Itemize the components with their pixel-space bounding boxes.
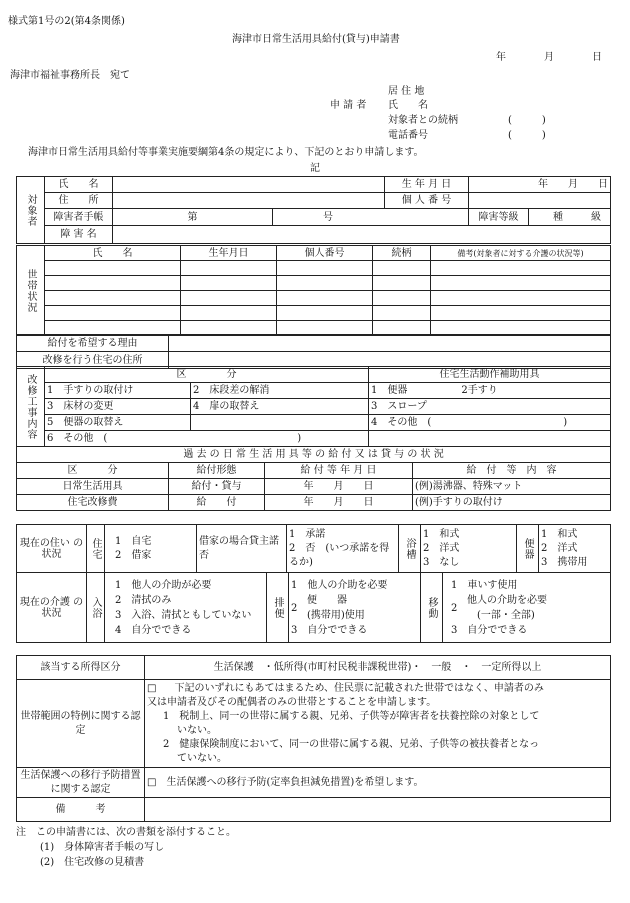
living-rent-opts[interactable] xyxy=(287,525,399,573)
special-2a: 2 健康保険制度において、同一の世帯に属する親、兄弟、子供等の被扶養者となっ xyxy=(163,738,540,750)
special-checkbox[interactable]: □ xyxy=(147,682,157,694)
income-label: 該当する所得区分 xyxy=(17,656,145,680)
household-table xyxy=(16,245,611,336)
option-toilet-western: 2 洋式 xyxy=(541,542,578,554)
target-address-label: 住 所 xyxy=(45,193,113,209)
form-number: 様式第1号の2(第4条関係) xyxy=(8,16,125,27)
notebook-label: 障害者手帳 xyxy=(45,209,113,226)
special-text1: 下記のいずれにもあてはまるため、住民票に記載された世帯ではなく、申請者のみ xyxy=(174,682,544,694)
renovation-item-other[interactable] xyxy=(45,431,369,447)
remarks-field[interactable] xyxy=(145,798,611,822)
target-table xyxy=(16,176,611,244)
renovation-item-floor[interactable]: 3 床材の変更 xyxy=(45,399,191,415)
household-col-note: 備考(対象者に対する介護の状況等) xyxy=(431,246,611,261)
disability-field[interactable] xyxy=(113,226,611,244)
address-label: 居 住 地 xyxy=(388,86,425,97)
past-cell: 日常生活用具 xyxy=(17,479,169,495)
option-excretion-portable: (携帯用)使用 xyxy=(307,609,365,621)
special-1b: いない。 xyxy=(177,724,217,736)
option-moving-wheelchair: 1 車いす使用 xyxy=(451,579,518,591)
notebook-go[interactable]: 号 xyxy=(273,209,469,226)
living-label: 現在の住い の状況 xyxy=(17,525,87,573)
income-table xyxy=(16,655,611,822)
phone-label: 電話番号 xyxy=(388,130,428,141)
past-cell: 年 月 日 xyxy=(265,495,413,511)
option-own: 1 自宅 xyxy=(115,535,152,547)
care-moving-label: 移動 xyxy=(421,573,443,643)
relation-label: 対象者との続柄 xyxy=(388,115,458,126)
past-col-kubun: 区 分 xyxy=(17,463,169,479)
option-bath-japanese: 1 和式 xyxy=(423,528,460,540)
renovation-col-aids: 住宅生活動作補助用具 xyxy=(369,367,611,383)
target-name-label: 氏 名 xyxy=(45,177,113,193)
living-bath-label: 浴槽 xyxy=(399,525,421,573)
household-row[interactable] xyxy=(17,291,611,306)
living-rent-label: 借家の場合貸主諾否 xyxy=(197,525,287,573)
option-bath-none: 3 なし xyxy=(423,556,460,568)
reason-table xyxy=(16,334,611,369)
target-birth-field[interactable]: 年 月 日 xyxy=(469,177,611,193)
living-toilet-label: 便器 xyxy=(517,525,539,573)
option-excretion-self: 3 自分でできる xyxy=(291,624,368,636)
wish-reason-field[interactable] xyxy=(169,335,611,352)
option-bath-western: 2 洋式 xyxy=(423,542,460,554)
option-toilet-japanese: 1 和式 xyxy=(541,528,578,540)
intro-text: 海津市日常生活用具給付等事業実施要綱第4条の規定により、下記のとおり申請します。 xyxy=(28,147,424,158)
care-moving-opts[interactable] xyxy=(443,573,611,643)
aid-item-other-label: 4 その他 ( xyxy=(371,417,432,428)
living-house-label: 住宅 xyxy=(87,525,105,573)
aid-item-other[interactable] xyxy=(369,415,611,431)
care-table xyxy=(16,572,611,643)
date-year: 年 xyxy=(496,52,506,63)
option-excretion-toilet: 便 器 xyxy=(307,594,347,606)
renovation-item-handrail[interactable]: 1 手すりの取付け xyxy=(45,383,191,399)
target-id-field[interactable] xyxy=(469,193,611,209)
past-table xyxy=(16,446,611,511)
notes-head: 注 この申請書には、次の書類を添付すること。 xyxy=(16,827,236,838)
remarks-label: 備 考 xyxy=(17,798,145,822)
house-address-label: 改修を行う住宅の住所 xyxy=(17,352,169,369)
household-row[interactable] xyxy=(17,261,611,276)
care-excretion-label: 排便 xyxy=(267,573,289,643)
ki-label: 記 xyxy=(310,163,320,174)
past-cell: 年 月 日 xyxy=(265,479,413,495)
living-table xyxy=(16,524,611,573)
disability-label: 障 害 名 xyxy=(45,226,113,244)
option-rent: 2 借家 xyxy=(115,549,152,561)
phone-paren: ( ) xyxy=(508,130,546,141)
applicant-label: 申 請 者 xyxy=(330,100,367,111)
renovation-item-step[interactable]: 2 床段差の解消 xyxy=(191,383,369,399)
aid-item-other-close: ) xyxy=(563,417,568,428)
special-content[interactable] xyxy=(145,680,611,768)
grade-label: 障害等級 xyxy=(469,209,529,226)
household-col-birth: 生年月日 xyxy=(181,246,277,261)
aid-item-slope[interactable]: 3 スロープ xyxy=(369,399,611,415)
household-row[interactable] xyxy=(17,276,611,291)
option-bath-help: 1 他人の介助が必要 xyxy=(115,579,212,591)
option-toilet-portable: 3 携帯用 xyxy=(541,556,588,568)
special-text2: 又は申請者及びその配偶者のみの世帯とすることを申請します。 xyxy=(147,696,437,708)
care-label: 現在の介護 の状況 xyxy=(17,573,87,643)
past-cell: (例)手すりの取付け xyxy=(413,495,611,511)
renovation-col-kubun: 区 分 xyxy=(45,367,369,383)
aid-item-toilet[interactable] xyxy=(369,383,611,399)
target-address-field[interactable] xyxy=(113,193,385,209)
special-label: 世帯範囲の特例に関する認定 xyxy=(17,680,145,768)
option-bath-wipe: 2 清拭のみ xyxy=(115,594,172,606)
name-label: 氏 名 xyxy=(388,100,428,111)
household-col-id: 個人番号 xyxy=(277,246,373,261)
option-no-consent: 2 否 (いつ承諾を得るか) xyxy=(289,542,390,568)
grade-field[interactable] xyxy=(529,209,611,226)
past-cell: 給 付 xyxy=(169,495,265,511)
special-1a: 1 税制上、同一の世帯に属する親、兄弟、子供等が障害者を扶養控除の対象として xyxy=(163,710,540,722)
wish-reason-label: 給付を希望する理由 xyxy=(17,335,169,352)
grade-shu: 種 xyxy=(553,211,564,223)
option-moving-help: 他人の介助を必要 xyxy=(467,594,547,606)
addressee: 海津市福祉事務所長 宛て xyxy=(10,70,130,81)
relation-paren: ( ) xyxy=(508,115,546,126)
renovation-side-label: 改修工事内容 xyxy=(17,367,45,447)
care-excretion-opts[interactable] xyxy=(289,573,421,643)
household-side-label: 世帯状況 xyxy=(17,246,45,336)
care-bathing-opts[interactable] xyxy=(105,573,267,643)
option-moving-partial: (一部・全部) xyxy=(477,609,535,621)
notes-item-1: (1) 身体障害者手帳の写し xyxy=(40,842,165,853)
target-birth-label: 生 年 月 日 xyxy=(385,177,469,193)
aid-item-toilet-label: 1 便器 xyxy=(371,385,408,396)
renovation-item-toilet[interactable]: 5 便器の取替え xyxy=(45,415,191,431)
option-excretion-help: 1 他人の介助を必要 xyxy=(291,579,388,591)
renovation-item-other-label: 6 その他 ( xyxy=(47,433,108,444)
option-moving-num: 2 xyxy=(451,602,458,614)
past-cell: 給付・貸与 xyxy=(169,479,265,495)
living-bath-opts[interactable] xyxy=(421,525,517,573)
household-col-name: 氏 名 xyxy=(45,246,181,261)
renovation-table xyxy=(16,366,611,447)
past-col-content: 給 付 等 内 容 xyxy=(413,463,611,479)
form-title: 海津市日常生活用具給付(貸与)申請書 xyxy=(232,34,400,45)
household-row[interactable] xyxy=(17,306,611,321)
special-2b: ていない。 xyxy=(177,752,227,764)
household-col-relation: 続柄 xyxy=(373,246,431,261)
option-bath-self: 4 自分でできる xyxy=(115,624,192,636)
income-value[interactable]: 生活保護 ・低所得(市町村民税非課税世帯)・ 一般 ・ 一定所得以上 xyxy=(145,656,611,680)
prevent-label: 生活保護への移行予防措置に関する認定 xyxy=(17,768,145,798)
past-col-date: 給 付 等 年 月 日 xyxy=(265,463,413,479)
past-cell: (例)湯沸器、特殊マット xyxy=(413,479,611,495)
option-consent: 1 承諾 xyxy=(289,528,326,540)
aid-item-handrail: 2手すり xyxy=(461,385,498,396)
target-side-label: 対象者 xyxy=(17,177,45,244)
option-moving-self: 3 自分でできる xyxy=(451,624,528,636)
care-bathing-label: 入浴 xyxy=(87,573,105,643)
option-excretion-num: 2 xyxy=(291,602,298,614)
prevent-content[interactable]: □ 生活保護への移行予防(定率負担減免措置)を希望します。 xyxy=(145,768,611,798)
date-month: 月 xyxy=(544,52,554,63)
table-row[interactable] xyxy=(17,479,611,495)
renovation-item-door[interactable]: 4 扉の取替え xyxy=(191,399,369,415)
grade-kyu: 級 xyxy=(591,211,602,223)
living-house-opts[interactable] xyxy=(105,525,197,573)
option-bath-neither: 3 入浴、清拭ともしていない xyxy=(115,609,252,621)
past-cell: 住宅改修費 xyxy=(17,495,169,511)
past-col-form: 給付形態 xyxy=(169,463,265,479)
notebook-dai[interactable]: 第 xyxy=(113,209,273,226)
target-name-field[interactable] xyxy=(113,177,385,193)
living-toilet-opts[interactable] xyxy=(539,525,611,573)
target-id-label: 個 人 番 号 xyxy=(385,193,469,209)
renovation-item-other-close: ) xyxy=(297,433,302,444)
date-day: 日 xyxy=(592,52,602,63)
past-title: 過 去 の 日 常 生 活 用 具 等 の 給 付 又 は 貸 与 の 状 況 xyxy=(17,447,611,463)
notes-item-2: (2) 住宅改修の見積書 xyxy=(40,857,145,868)
table-row[interactable] xyxy=(17,495,611,511)
